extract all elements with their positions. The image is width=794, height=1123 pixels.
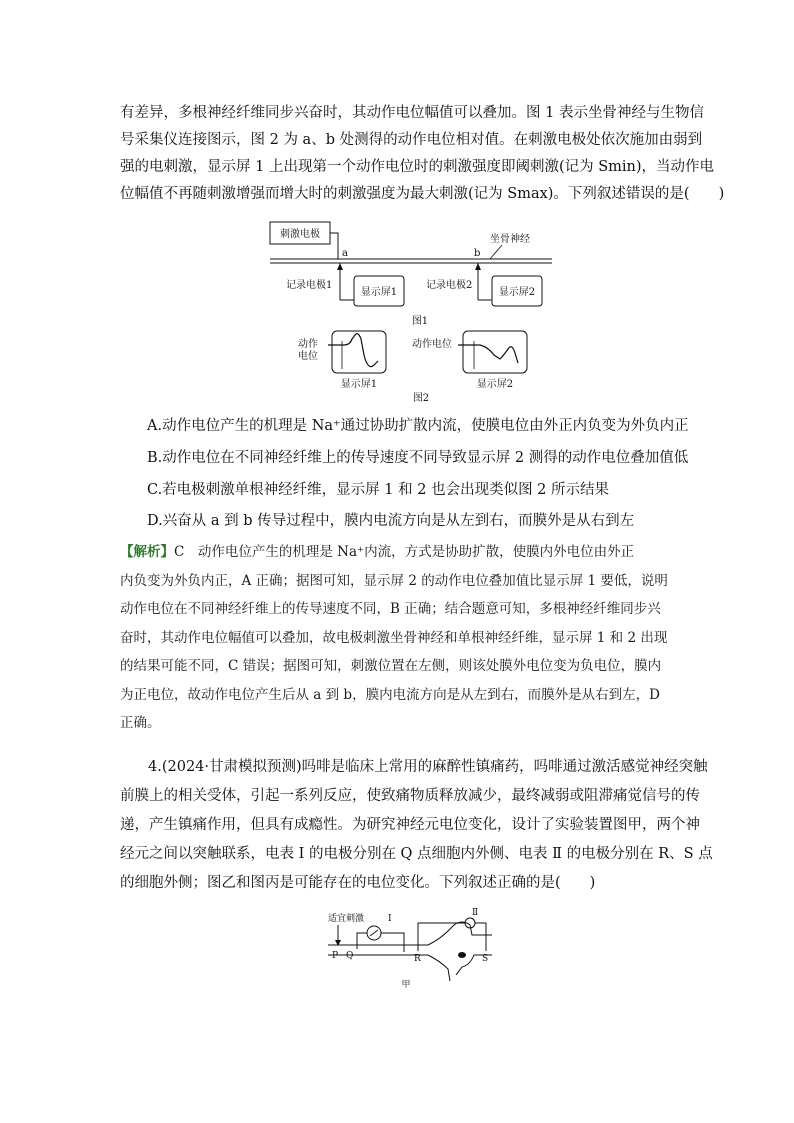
- screen-1-ylabel: 电位: [298, 351, 318, 362]
- screen-2-label: 显示屏2: [498, 287, 536, 298]
- stem-line: 经元之间以突触联系，电表 Ⅰ 的电极分别在 Q 点细胞内外侧、电表 Ⅱ 的电极分别在 R、S 点: [120, 846, 713, 862]
- explanation-tag: 【解析】: [120, 544, 174, 560]
- question-4-stem: [120, 753, 713, 898]
- figure-1-diagram: [262, 220, 562, 332]
- explanation-line: 【解析】C 动作电位产生的机理是 Na⁺内流，方式是协助扩散，使膜内外电位由外正: [120, 544, 635, 560]
- stem-line: 4.(2024·甘肃模拟预测)吗啡是临床上常用的麻醉性镇痛药，吗啡通过激活感觉神经突触: [148, 759, 708, 775]
- point-p-label: P: [332, 951, 339, 961]
- stimulus-label: 适宜刺激: [328, 914, 365, 924]
- figure-2-caption: 图2: [412, 393, 430, 404]
- figure-1-caption: 图1: [411, 316, 429, 327]
- point-q-label: Q: [346, 951, 354, 961]
- stem-line: 有差异，多根神经纤维同步兴奋时，其动作电位幅值可以叠加。图 1 表示坐骨神经与生物信: [120, 105, 704, 121]
- screen-1-ylabel: 动作: [298, 339, 318, 350]
- option-b: B.动作电位在不同神经纤维上的传导速度不同导致显示屏 2 测得的动作电位叠加值低: [147, 450, 689, 466]
- stem-line: 强的电刺激，显示屏 1 上出现第一个动作电位时的刺激强度即阈刺激(记为 Smin)，当动作电: [120, 159, 715, 175]
- figure-jia-diagram: [322, 905, 512, 990]
- point-s-label: S: [482, 954, 489, 964]
- stem-line: 的细胞外侧；图乙和图丙是可能存在的电位变化。下列叙述正确的是( ): [120, 875, 596, 891]
- figure-2-diagram: [288, 325, 548, 405]
- figure-jia-caption: 甲: [401, 980, 411, 990]
- stem-line: 递，产生镇痛作用，但具有成瘾性。为研究神经元电位变化，设计了实验装置图甲，两个神: [120, 817, 700, 833]
- explanation-line: 奋时，其动作电位幅值可以叠加，故电极刺激坐骨神经和单根神经纤维，显示屏 1 和 2 出现: [120, 629, 668, 646]
- explanation-line: 内负变为外负内正，A 正确；据图可知，显示屏 2 的动作电位叠加值比显示屏 1 要低，说明: [120, 572, 668, 589]
- screen-2-caption: 显示屏2: [476, 379, 514, 390]
- point-r-label: R: [414, 954, 421, 964]
- stem-line: 前膜上的相关受体，引起一系列反应，使致痛物质释放减少，最终减弱或阻滞痛觉信号的传: [120, 788, 700, 804]
- stem-line: 位幅值不再随刺激增强而增大时的刺激强度为最大刺激(记为 Smax)。下列叙述错误的是( ): [120, 186, 725, 202]
- meter-2-label: Ⅱ: [472, 908, 479, 918]
- question-stem: [120, 100, 725, 208]
- record-electrode-2-label: 记录电极2: [426, 280, 473, 291]
- answer-letter: C: [174, 544, 185, 560]
- stem-line: 号采集仪连接图示，图 2 为 a、b 处测得的动作电位相对值。在刺激电极处依次施加由弱到: [120, 132, 703, 148]
- option-d: D.兴奋从 a 到 b 传导过程中，膜内电流方向是从左到右，而膜外是从右到左: [147, 513, 635, 529]
- record-electrode-1-label: 记录电极1: [286, 280, 333, 291]
- explanation-block: [120, 538, 676, 738]
- screen-1-caption: 显示屏1: [340, 379, 378, 390]
- option-a: A.动作电位产生的机理是 Na⁺通过协助扩散内流，使膜电位由外正内负变为外负内正: [147, 418, 689, 434]
- nerve-label: 坐骨神经: [490, 234, 530, 245]
- screen-1-trace-box: [332, 331, 386, 373]
- action-potential-trace-2: [458, 345, 518, 363]
- screen-1-label: 显示屏1: [360, 287, 398, 298]
- explanation-line: 为正电位，故动作电位产生后从 a 到 b，膜内电流方向是从左到右，而膜外是从右到左，D: [120, 686, 660, 703]
- stim-electrode-label: 刺激电极: [280, 229, 320, 240]
- explanation-line: 的结果可能不同，C 错误；据图可知，刺激位置在左侧，则该处膜外电位变为负电位，膜内: [120, 658, 662, 674]
- explanation-line: 正确。: [120, 715, 161, 731]
- screen-2-trace-box: [463, 331, 527, 373]
- option-c: C.若电极刺激单根神经纤维，显示屏 1 和 2 也会出现类似图 2 所示结果: [147, 482, 610, 498]
- meter-1-label: Ⅰ: [388, 914, 392, 924]
- screen-2-ylabel: 动作电位: [412, 339, 452, 350]
- action-potential-trace-1: [328, 334, 378, 367]
- neuron-nucleus: [458, 952, 466, 958]
- explanation-line: 动作电位在不同神经纤维上的传导速度不同，B 正确；结合题意可知，多根神经纤维同步兴: [120, 601, 661, 617]
- point-b-label: b: [474, 248, 481, 259]
- point-a-label: a: [342, 248, 348, 259]
